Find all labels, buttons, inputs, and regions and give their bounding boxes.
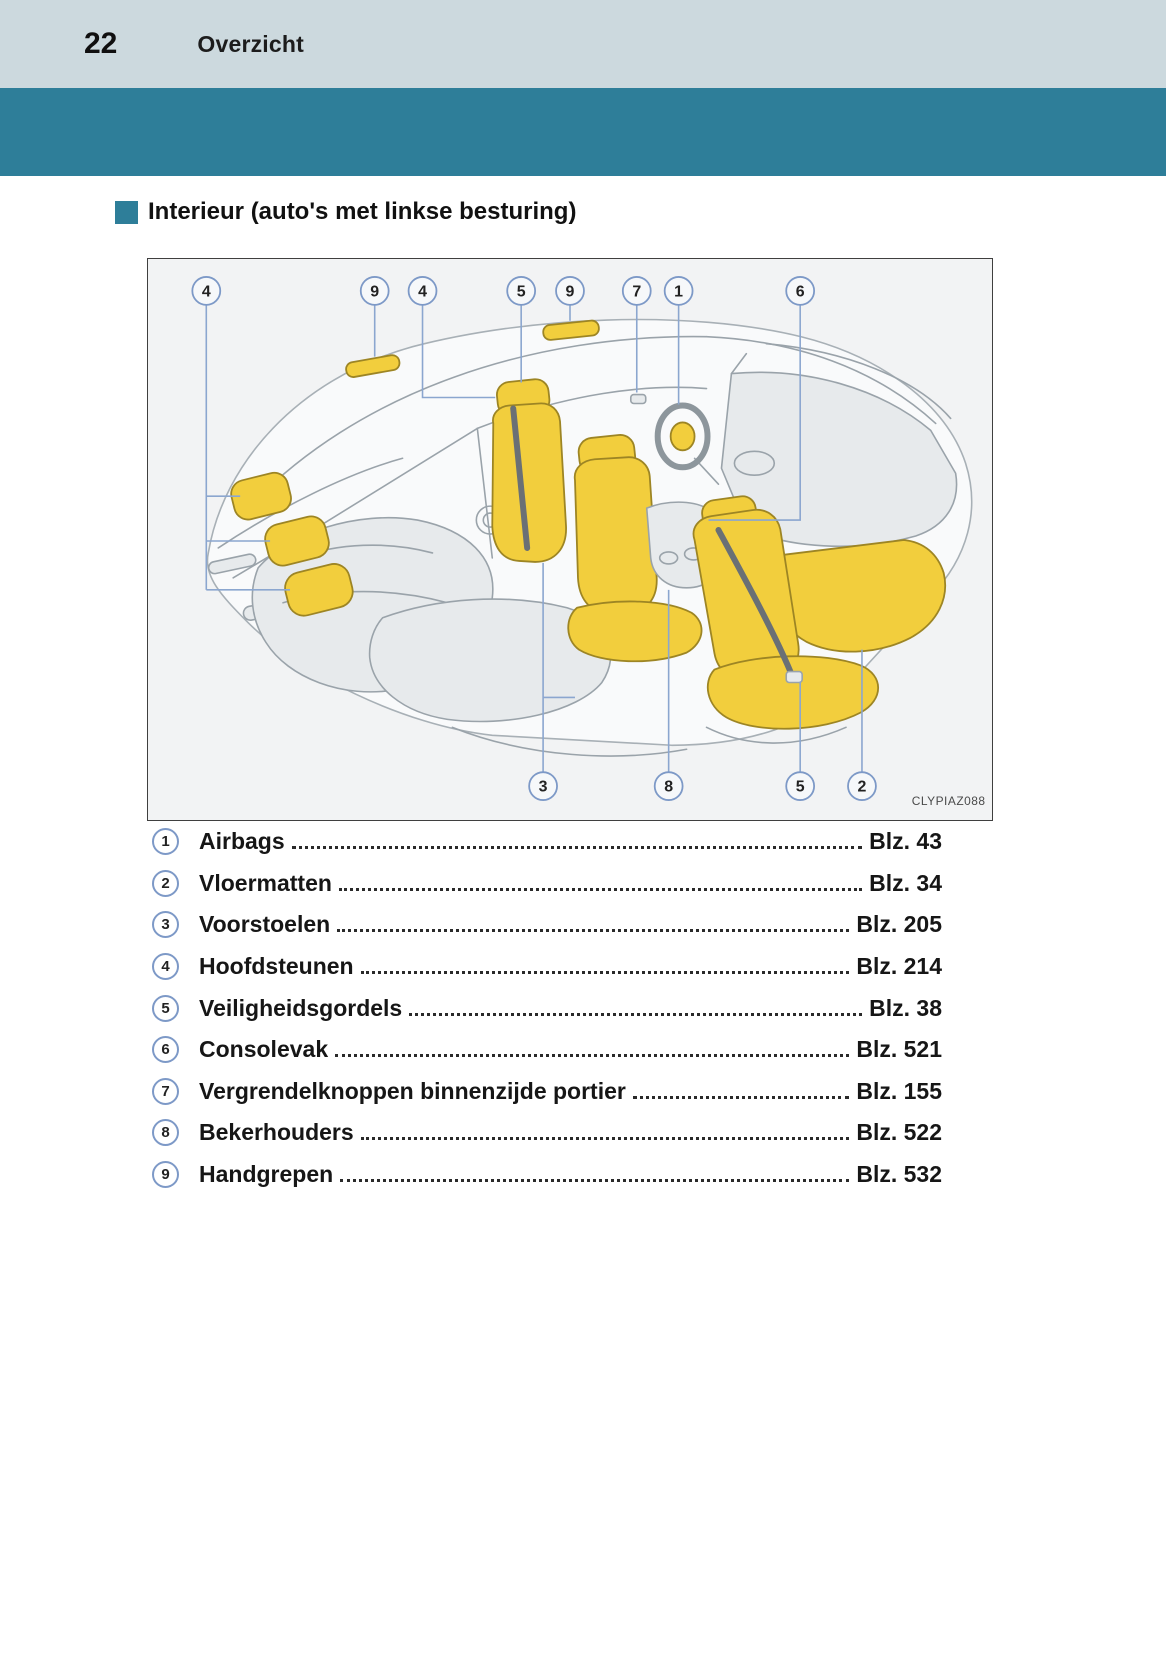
- dot-leader: [337, 929, 849, 932]
- legend-row: [152, 1029, 942, 1071]
- legend-item-number: 9: [152, 1161, 179, 1188]
- svg-text:2: 2: [857, 778, 867, 796]
- callouts-bottom: [529, 772, 876, 800]
- callout-circle: [786, 772, 814, 800]
- page-header: [0, 0, 1166, 88]
- legend-item-number: 5: [152, 995, 179, 1022]
- svg-text:4: 4: [201, 283, 211, 301]
- legend-row: [152, 946, 942, 988]
- legend-item-label: Vergrendelknoppen binnenzijde portier: [199, 1077, 626, 1104]
- car-interior-diagram: [148, 259, 992, 820]
- svg-text:5: 5: [795, 778, 805, 796]
- interior-diagram-box: [147, 258, 993, 821]
- legend-item-page: Blz. 34: [869, 869, 942, 896]
- page-number: 22: [84, 27, 118, 60]
- door-lock-knob: [631, 395, 646, 404]
- svg-text:1: 1: [674, 283, 684, 301]
- legend-item-number: 6: [152, 1036, 179, 1063]
- legend-row: [152, 821, 942, 863]
- section-bullet-icon: [115, 201, 138, 224]
- legend-item-page: Blz. 214: [856, 953, 942, 980]
- callouts-top: [192, 277, 814, 305]
- dot-leader: [340, 1179, 849, 1182]
- legend-row: [152, 904, 942, 946]
- legend-item-label: Consolevak: [199, 1036, 329, 1063]
- callout-circle: [665, 277, 693, 305]
- svg-text:3: 3: [538, 778, 548, 796]
- legend-item-number: 8: [152, 1119, 179, 1146]
- legend-item-page: Blz. 38: [869, 994, 942, 1021]
- legend-item-page: Blz. 521: [856, 1036, 942, 1063]
- legend-item-label: Airbags: [199, 828, 285, 855]
- legend-item-label: Handgrepen: [199, 1161, 334, 1188]
- svg-text:4: 4: [418, 283, 427, 301]
- legend-item-page: Blz. 43: [869, 828, 942, 855]
- dot-leader: [409, 1013, 862, 1016]
- callout-circle: [786, 277, 814, 305]
- legend-item-label: Voorstoelen: [199, 911, 331, 938]
- svg-text:5: 5: [516, 283, 526, 301]
- legend-item-number: 2: [152, 870, 179, 897]
- callout-circle: [623, 277, 651, 305]
- legend-item-number: 3: [152, 911, 179, 938]
- callout-circle: [507, 277, 535, 305]
- dot-leader: [292, 846, 862, 849]
- legend-row: [152, 987, 942, 1029]
- svg-text:9: 9: [370, 283, 380, 301]
- legend-item-page: Blz. 155: [856, 1077, 942, 1104]
- teal-band: [0, 88, 1166, 176]
- callout-circle: [361, 277, 389, 305]
- legend-item-page: Blz. 205: [856, 911, 942, 938]
- callout-circle: [655, 772, 683, 800]
- legend-item-number: 7: [152, 1078, 179, 1105]
- svg-text:6: 6: [795, 283, 805, 301]
- dot-leader: [361, 971, 850, 974]
- diagram-code: CLYPIAZ088: [911, 794, 986, 809]
- legend-item-page: Blz. 522: [856, 1119, 942, 1146]
- callout-circle: [409, 277, 437, 305]
- dot-leader: [335, 1054, 849, 1057]
- svg-text:7: 7: [632, 283, 642, 301]
- legend-item-label: Vloermatten: [199, 869, 332, 896]
- legend: [152, 821, 942, 1195]
- section-heading: [115, 198, 576, 226]
- legend-item-number: 1: [152, 828, 179, 855]
- legend-row: [152, 1071, 942, 1113]
- callout-circle: [192, 277, 220, 305]
- dot-leader: [361, 1137, 850, 1140]
- header-title: Overzicht: [197, 30, 304, 57]
- dot-leader: [339, 888, 862, 891]
- callout-circle: [529, 772, 557, 800]
- callout-circle: [848, 772, 876, 800]
- dot-leader: [633, 1096, 850, 1099]
- legend-row: [152, 1112, 942, 1154]
- legend-item-page: Blz. 532: [856, 1161, 942, 1188]
- svg-text:8: 8: [664, 778, 674, 796]
- legend-row: [152, 1154, 942, 1196]
- legend-item-number: 4: [152, 953, 179, 980]
- legend-row: [152, 863, 942, 905]
- section-title: Interieur (auto's met linkse besturing): [148, 198, 577, 225]
- legend-item-label: Hoofdsteunen: [199, 953, 354, 980]
- callout-circle: [556, 277, 584, 305]
- legend-item-label: Veiligheidsgordels: [199, 994, 403, 1021]
- legend-item-label: Bekerhouders: [199, 1119, 354, 1146]
- svg-text:9: 9: [565, 283, 575, 301]
